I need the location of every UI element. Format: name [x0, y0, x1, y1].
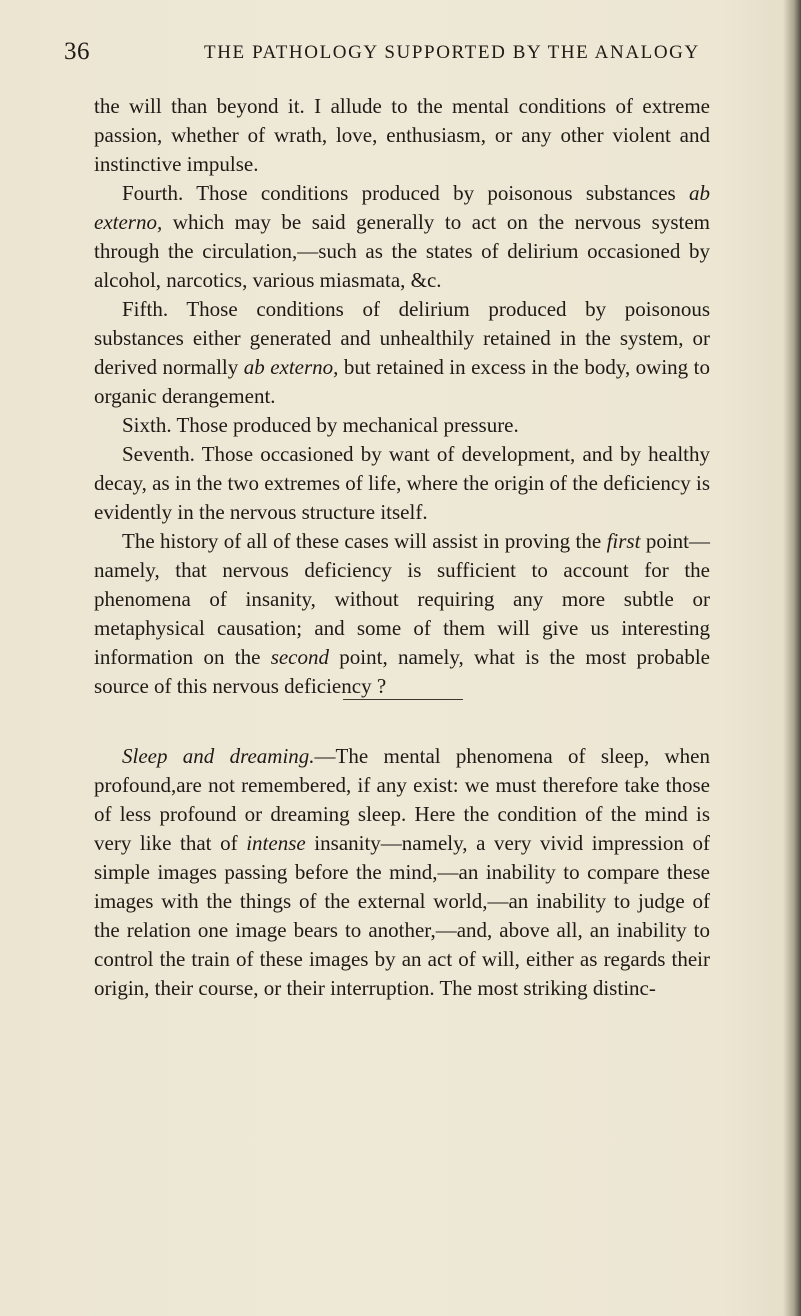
body-text-upper	[94, 92, 710, 701]
paragraph-fourth: Fourth. Those conditions produced by poisonous substances ab externo, which may be said generally to act on the nervous system through the circulation,—such as the states of delirium occasioned by alcohol, narcotics, various miasmata, &c.	[94, 181, 710, 292]
page-number: 36	[64, 38, 90, 65]
running-head	[64, 38, 724, 68]
paragraph-sixth: Sixth. Those produced by mechanical pressure.	[122, 413, 519, 437]
paragraph-history: The history of all of these cases will assist in proving the first point—namely, that nervous deficiency is sufficient to account for the phenomena of insanity, without requiring any more subtle or metaphysical causation; and some of them will give us interesting information on the second point, namely, what is the most probable source of this nervous deficiency ?	[94, 529, 710, 698]
paragraph-seventh: Seventh. Those occasioned by want of development, and by healthy decay, as in the two extremes of life, where the origin of the deficiency is evidently in the nervous structure itself.	[94, 442, 710, 524]
paragraph-sleep-dreaming: Sleep and dreaming.—The mental phenomena of sleep, when profound,are not remembered, if any exist: we must therefore take those of less profound or dreaming sleep. Here the condition of the mind is very like that of intense insanity—namely, a very vivid impression of simple images passing before the mind,—an inability to compare these images with the things of the external world,—an inability to judge of the relation one image bears to another,—and, above all, an inability to control the train of these images by an act of will, either as regards their origin, their course, or their interruption. The most striking distinc-	[94, 744, 710, 1000]
body-text-lower	[94, 742, 710, 1003]
page-edge-shadow	[783, 0, 801, 1316]
section-divider	[343, 699, 463, 700]
running-title: THE PATHOLOGY SUPPORTED BY THE ANALOGY	[204, 42, 700, 63]
paragraph-fifth: Fifth. Those conditions of delirium produced by poisonous substances either generated and unhealthily retained in the system, or derived normally ab externo, but retained in excess in the body, owing to organic derangement.	[94, 297, 710, 408]
paragraph-continuation: the will than beyond it. I allude to the mental conditions of extreme passion, whether of wrath, love, enthusiasm, or any other violent and instinctive impulse.	[94, 94, 710, 176]
